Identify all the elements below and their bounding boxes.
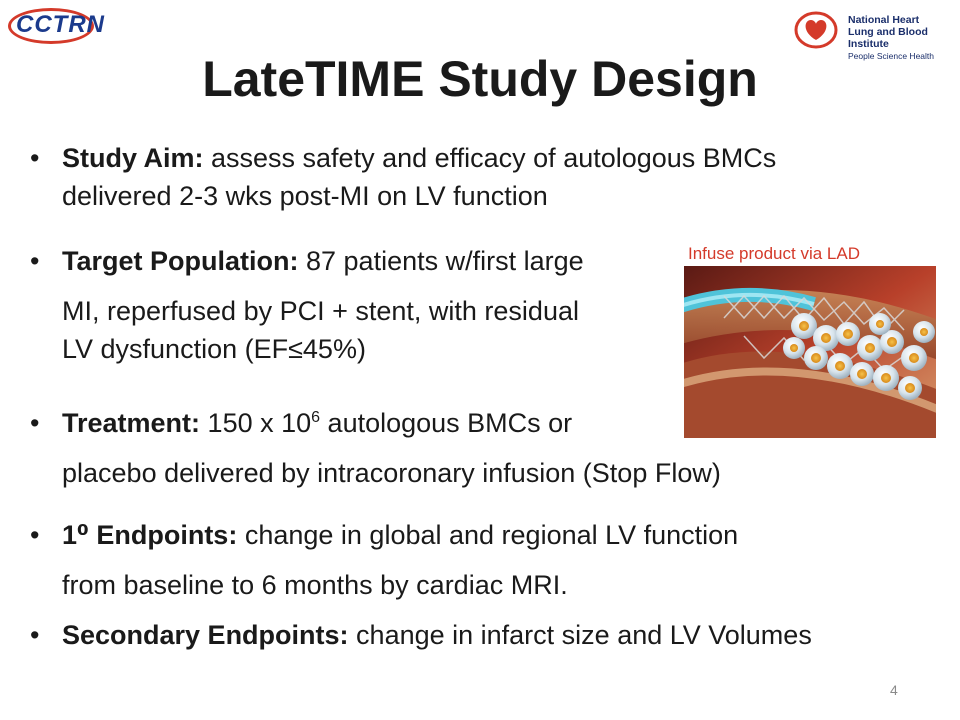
bullet-study-aim-line1 <box>62 140 776 176</box>
bullet-treatment-line1 <box>62 405 572 441</box>
bullet-text: 87 patients w/first large <box>298 246 584 276</box>
bullet-dot-icon: • <box>30 520 40 550</box>
nhlbi-line3: People Science Health <box>848 51 935 61</box>
bullet-dot-icon: • <box>30 408 40 438</box>
page-number: 4 <box>890 682 898 698</box>
bullet-target-population-line2: MI, reperfused by PCI + stent, with residual <box>62 296 579 326</box>
bullet-target-population-line1 <box>62 243 584 279</box>
bullet-label: Secondary Endpoints: <box>62 620 349 650</box>
bullet-target-population-line3: LV dysfunction (EF≤45%) <box>62 334 366 364</box>
bullet-text: assess safety and efficacy of autologous BMCs <box>203 143 777 173</box>
bullet-text: change in infarct size and LV Volumes <box>348 620 812 650</box>
bullet-label: Study Aim: <box>62 143 204 173</box>
cctrn-logo <box>8 6 105 50</box>
bullet-dot-icon: • <box>30 620 40 650</box>
artery-cells-image <box>684 266 936 438</box>
bullet-treatment-line2: placebo delivered by intracoronary infusion (Stop Flow) <box>62 458 721 488</box>
nhlbi-line2: Lung and Blood Institute <box>848 26 928 50</box>
bullet-text: change in global and regional LV function <box>237 520 739 550</box>
nhlbi-logo <box>792 8 952 61</box>
bullet-primary-endpoints-line2: from baseline to 6 months by cardiac MRI. <box>62 570 568 600</box>
bullet-study-aim-line2: delivered 2-3 wks post-MI on LV function <box>62 181 548 211</box>
image-caption: Infuse product via LAD <box>688 244 860 263</box>
superscript-exponent: 6 <box>311 409 321 426</box>
bullet-dot-icon: • <box>30 246 40 276</box>
bullet-secondary-endpoints-line1 <box>62 617 812 653</box>
bullet-text: 150 x 10 <box>200 408 312 438</box>
slide-title: LateTIME Study Design <box>202 51 758 107</box>
bullet-primary-endpoints-line1 <box>62 517 738 553</box>
bullet-text: autologous BMCs or <box>320 408 573 438</box>
cctrn-logo-text: CCTRN <box>16 11 105 38</box>
nhlbi-line1: National Heart <box>848 14 920 26</box>
bullet-dot-icon: • <box>30 143 40 173</box>
artery-illustration <box>684 266 936 438</box>
nhlbi-heart-icon <box>792 10 842 50</box>
bullet-label: 1⁰ Endpoints: <box>62 520 238 550</box>
bullet-label: Treatment: <box>62 408 201 438</box>
bullet-label: Target Population: <box>62 246 299 276</box>
